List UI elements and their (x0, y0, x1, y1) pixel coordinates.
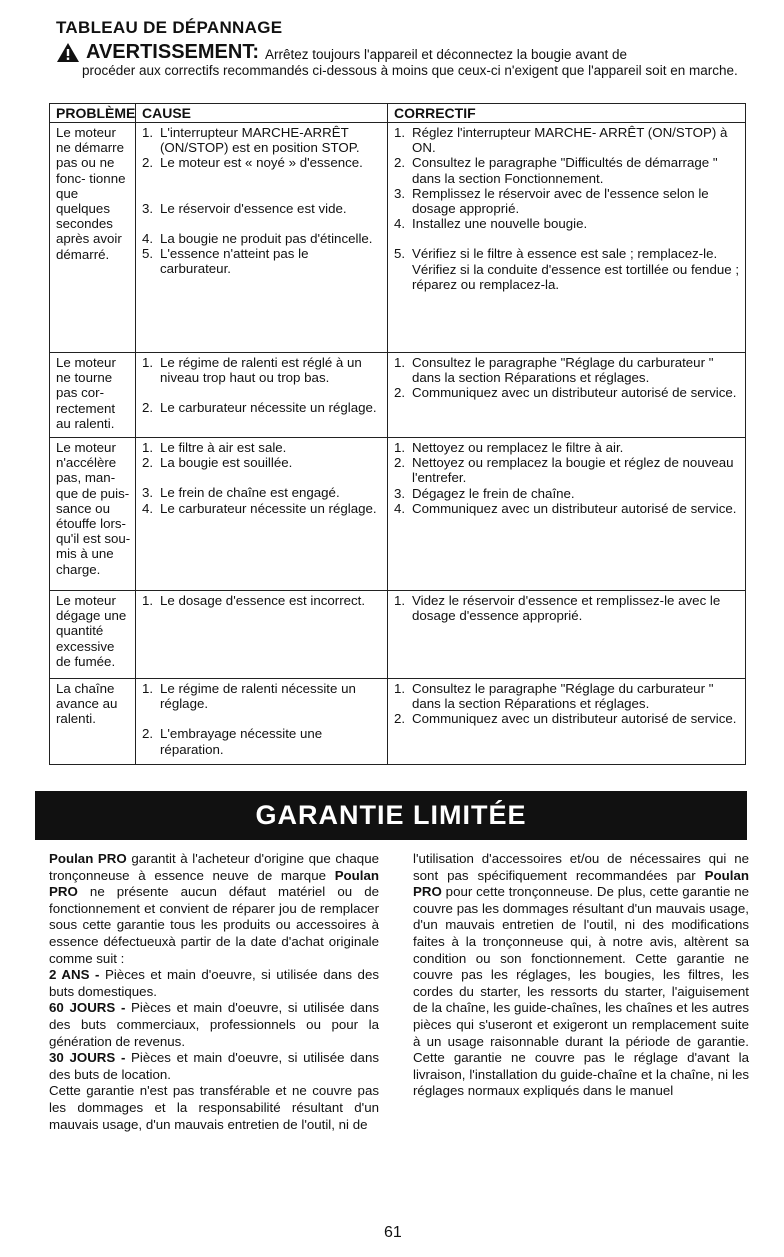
list-item: 5. Vérifiez si le filtre à essence est sale ; remplacez-le. Vérifiez si la conduite d'essence est tortillée ou fendue ; réparez ou remplacez-la. (394, 246, 740, 292)
list-item: 1. Le régime de ralenti nécessite un réglage. (142, 681, 356, 712)
list-item: 3. Remplissez le réservoir avec de l'essence selon le dosage approprié. (394, 185, 709, 217)
list-item: 1. Réglez l'interrupteur MARCHE- ARRÊT (ON/STOP) à ON. (394, 125, 728, 156)
warranty-term: 2 ANS - Pièces et main d'oeuvre, si utilisée dans des buts domestiques. (49, 967, 380, 999)
warning-text-rest: procéder aux correctifs recommandés ci-dessous à moins que ceux-ci n'exigent que l'appareil soit en marche. (82, 63, 738, 78)
list-item: 1. Nettoyez ou remplacez le filtre à air. (394, 440, 624, 455)
list-item: 1. Le régime de ralenti est réglé à un niveau trop haut ou trop bas. (142, 355, 362, 386)
warranty-exclusions: Cette garantie n'est pas transférable et ne couvre pas les dommages et la responsabilité résultant d'un mauvais usage, d'un mauvais entretien de l'outil, ni de (49, 1083, 379, 1132)
list-item: 3. Le frein de chaîne est engagé. (142, 485, 340, 501)
brand-name: Poulan PRO (413, 867, 749, 900)
fix-cell (388, 591, 746, 679)
cause-cell (136, 679, 388, 765)
list-item: 5. L'essence n'atteint pas le carburateur. (142, 246, 309, 277)
header-fix: CORRECTIF (388, 104, 746, 123)
warranty-right-column (413, 851, 749, 1100)
list-item: 1. Videz le réservoir d'essence et remplissez-le avec le dosage d'essence approprié. (394, 593, 721, 624)
warning-text-first: Arrêtez toujours l'appareil et déconnectez la bougie avant de (264, 47, 628, 62)
list-item: 1. Le filtre à air est sale. (142, 440, 287, 455)
list-item: 2. Le carburateur nécessite un réglage. (142, 400, 377, 416)
list-item: 3. Le réservoir d'essence est vide. (142, 200, 347, 216)
table-row (50, 438, 746, 591)
table-row (50, 123, 746, 353)
list-item: 2. L'embrayage nécessite une réparation. (142, 726, 323, 757)
list-item: 2. Communiquez avec un distributeur autorisé de service. (394, 385, 737, 401)
fix-cell (388, 438, 746, 591)
fix-cell (388, 123, 746, 353)
list-item: 4. Le carburateur nécessite un réglage. (142, 500, 377, 516)
warning-block (56, 41, 746, 79)
brand-name: Poulan PRO (49, 867, 380, 900)
list-item: 1. Le dosage d'essence est incorrect. (142, 593, 366, 608)
list-item: 4. La bougie ne produit pas d'étincelle. (142, 230, 373, 246)
list-item: 2. Nettoyez ou remplacez la bougie et réglez de nouveau l'entrefer. (394, 455, 734, 486)
fix-cell (388, 353, 746, 438)
table-row (50, 679, 746, 765)
warranty-term: 60 JOURS - Pièces et main d'oeuvre, si utilisée dans des buts commerciaux, professionnels ou pour la génération de revenus. (49, 1000, 379, 1049)
warranty-intro: Poulan PRO garantit à l'acheteur d'origine que chaque tronçonneuse à essence neuve de marque Poulan PRO ne présente aucun défaut matériel ou de fonctionnement et convient de réparer jou de remplacer sous cette garantie tous les produits ou accessoires à essence défectueuxà partir de la date d'achat originale comme suit : (49, 851, 380, 966)
list-item: 3. Dégagez le frein de chaîne. (394, 485, 575, 501)
page-title: TABLEAU DE DÉPANNAGE (56, 18, 283, 37)
table-header-row (50, 104, 746, 123)
list-item: 2. Communiquez avec un distributeur autorisé de service. (394, 711, 737, 727)
list-item: 2. Consultez le paragraphe "Difficultés de démarrage " dans la section Fonctionnement. (394, 155, 718, 186)
header-cause: CAUSE (136, 104, 388, 123)
list-item: 1. Consultez le paragraphe "Réglage du carburateur " dans la section Réparations et réglages. (394, 355, 714, 386)
header-problem: PROBLÈME (50, 104, 136, 123)
fix-cell (388, 679, 746, 765)
list-item: 2. La bougie est souillée. (142, 455, 293, 471)
brand-name: Poulan PRO (49, 851, 127, 866)
table-row (50, 591, 746, 679)
problem-cell: Le moteur ne tourne pas cor- rectement au ralenti. (50, 353, 136, 438)
warning-label: AVERTISSEMENT: (86, 41, 259, 63)
warranty-continued: l'utilisation d'accessoires et/ou de nécessaires qui ne sont pas spécifiquement recommandées par Poulan PRO pour cette tronçonneuse. De plus, cette garantie ne couvre pas les dommages résultant d'un mauvais usage, d'un mauvais entretien de l'outil, ni des modifications faites à la tronçonneuse qui, à notre avis, altèrent sa condition ou son fonctionnement. Cette garantie ne couvre pas les réglages, les bougies, les filtres, les cordes du starter, les ressorts du starter, l'aiguisement de la chaîne, les guide-chaînes, les chaînes et les autres pièces qui s'useront et exigeront un remplacement suite à un usage raisonnable durant la période de garantie. Cette garantie ne couvre pas le réglage d'avant la livraison, l'installation du guide-chaîne et la chaîne, ni les réglages normaux expliqués dans le manuel (413, 851, 749, 1099)
table-row (50, 353, 746, 438)
cause-cell (136, 438, 388, 591)
problem-cell: La chaîne avance au ralenti. (50, 679, 136, 765)
list-item: 4. Installez une nouvelle bougie. (394, 216, 588, 232)
list-item: 1. Consultez le paragraphe "Réglage du carburateur " dans la section Réparations et réglages. (394, 681, 714, 712)
cause-cell (136, 591, 388, 679)
problem-cell: Le moteur dégage une quantité excessive de fumée. (50, 591, 136, 679)
warranty-banner: GARANTIE LIMITÉE (35, 791, 747, 840)
warranty-left-column (49, 851, 379, 1133)
problem-cell: Le moteur n'accélère pas, man- que de puis- sance ou étouffe lors- qu'il est sou- mis à une charge. (50, 438, 136, 591)
problem-cell: Le moteur ne démarre pas ou ne fonc- tionne que quelques secondes après avoir démarré. (50, 123, 136, 353)
warning-triangle-icon (56, 42, 80, 63)
list-item: 2. Le moteur est « noyé » d'essence. (142, 155, 363, 171)
list-item: 1. L'interrupteur MARCHE-ARRÊT (ON/STOP) est en position STOP. (142, 125, 360, 156)
troubleshooting-table (49, 103, 746, 765)
warranty-term: 30 JOURS - Pièces et main d'oeuvre, si utilisée dans des buts de location. (49, 1050, 379, 1082)
cause-cell (136, 353, 388, 438)
list-item: 4. Communiquez avec un distributeur autorisé de service. (394, 500, 737, 516)
cause-cell (136, 123, 388, 353)
page-number: 61 (384, 1224, 402, 1241)
